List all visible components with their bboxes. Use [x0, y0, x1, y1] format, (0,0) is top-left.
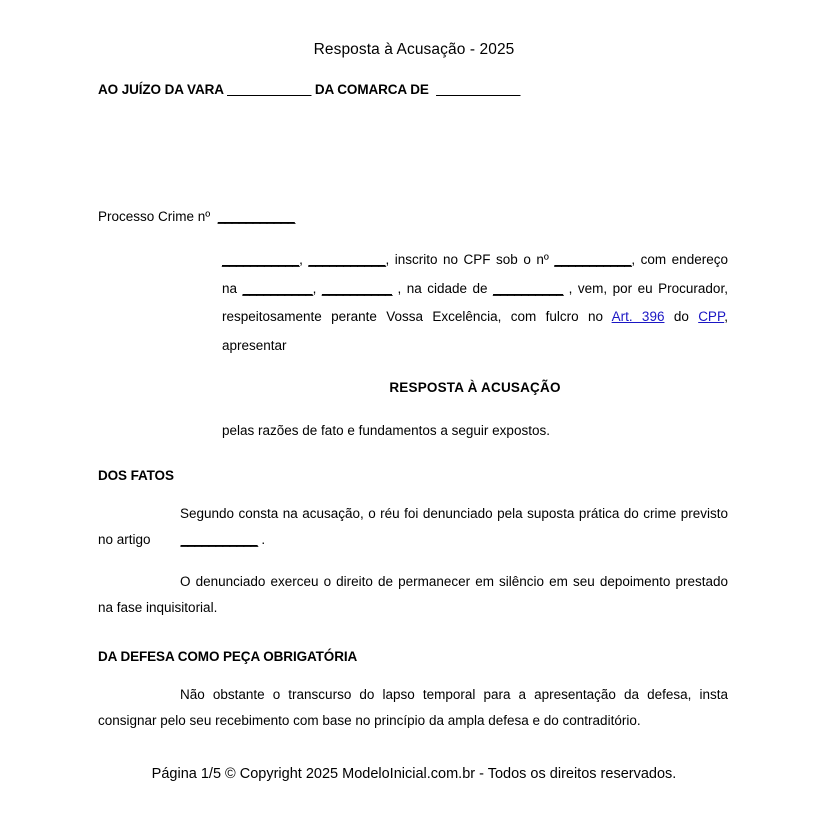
addressee-line [98, 80, 728, 99]
paragraph-defesa-1: Não obstante o transcurso do lapso temporal para a apresentação da defesa, insta consignar pelo seu recebimento com base no princípio da ampla defesa e do contraditório. [98, 687, 728, 728]
addressee-text-part1: AO JUÍZO DA VARA [98, 82, 224, 97]
qualification-sep-1: , [299, 252, 303, 267]
qualification-blank-address[interactable]: __________ [242, 280, 313, 296]
qualification-text-present: , apresentar [222, 309, 728, 353]
addressee-blank-vara[interactable]: ____________ [227, 82, 312, 97]
link-art-396[interactable]: Art. 396 [611, 309, 665, 324]
qualification-text-cpf: inscrito no CPF sob o nº [394, 252, 549, 267]
qualification-text-com: , com endereço na [222, 252, 728, 296]
section-heading-da-defesa: DA DEFESA COMO PEÇA OBRIGATÓRIA [98, 649, 358, 664]
qualification-blank-nationality[interactable]: ___________ [308, 252, 386, 267]
response-heading: RESPOSTA À ACUSAÇÃO [389, 380, 561, 395]
process-number-label: Processo Crime nº [98, 209, 211, 224]
addressee-blank-comarca[interactable]: ____________ [436, 82, 521, 97]
qualification-sep-3: , [312, 280, 317, 296]
paragraph-fatos-1-text: Segundo consta na acusação, o réu foi denunciado pela suposta prática do crime previsto no artigo [98, 506, 728, 547]
process-number-blank[interactable]: ___________ [217, 209, 295, 224]
qualification-paragraph [222, 246, 728, 360]
spacer-block [98, 99, 728, 207]
qualification-text-do: do [673, 309, 689, 324]
qualification-sep-2: , [385, 252, 390, 267]
section-heading-dos-fatos: DOS FATOS [98, 468, 174, 483]
paragraph-fatos-1-blank[interactable]: ___________ [180, 532, 258, 547]
lead-line: pelas razões de fato e fundamentos a seguir expostos. [222, 423, 550, 438]
qualification-text-vem: , vem, por eu Procurador, respeitosamente perante Vossa Excelência, com fulcro no [222, 280, 728, 324]
process-number-line [98, 207, 728, 226]
paragraph-fatos-2: O denunciado exerceu o direito de permanecer em silêncio em seu depoimento prestado na fase inquisitorial. [98, 574, 728, 615]
paragraph-fatos-1 [98, 501, 728, 553]
qualification-text-city: , na cidade de [397, 280, 488, 296]
addressee-text-part2: DA COMARCA DE [314, 82, 429, 97]
link-cpp[interactable]: CPP [698, 309, 725, 324]
document-body [98, 80, 728, 734]
spacer-block-2 [98, 226, 728, 246]
qualification-blank-name[interactable]: ___________ [222, 252, 300, 267]
qualification-blank-address2[interactable]: __________ [321, 280, 392, 296]
document-title: Resposta à Acusação - 2025 [313, 41, 515, 58]
paragraph-fatos-1-period: . [261, 532, 266, 547]
qualification-blank-cpf[interactable]: ___________ [554, 252, 632, 267]
page-footer: Página 1/5 © Copyright 2025 ModeloInicial.com.br - Todos os direitos reservados. [151, 766, 677, 782]
qualification-blank-city[interactable]: __________ [493, 280, 564, 296]
